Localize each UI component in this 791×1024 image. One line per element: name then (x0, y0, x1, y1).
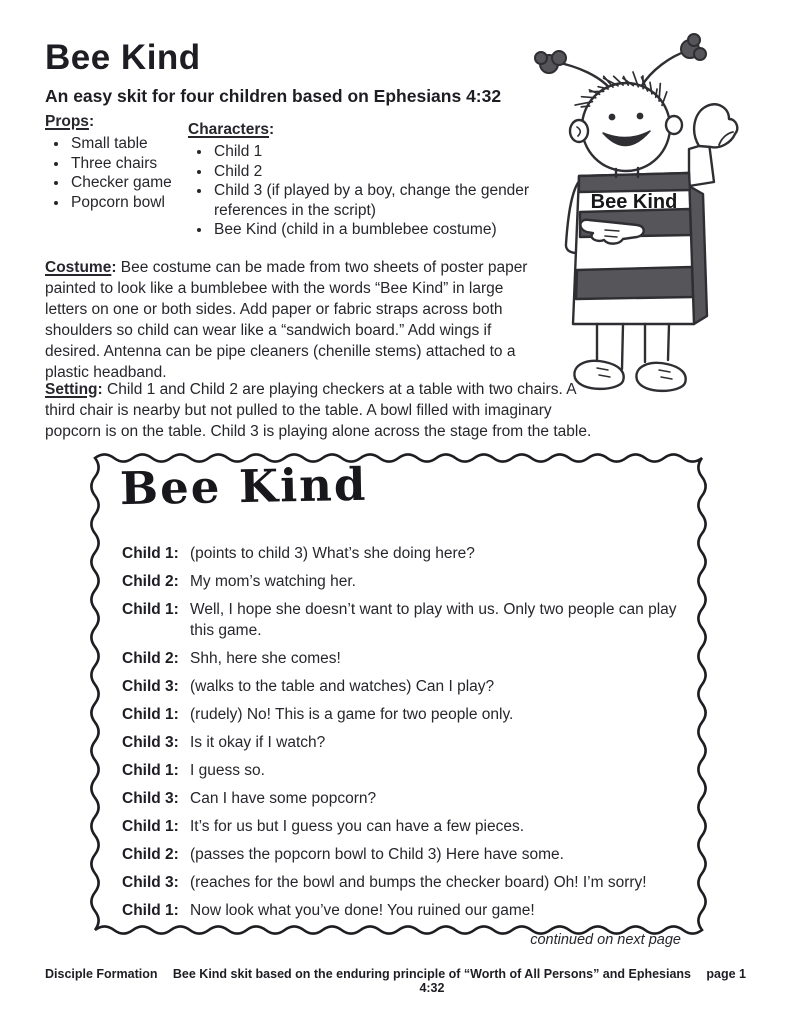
speaker-label: Child 1: (122, 818, 179, 835)
speaker-label: Child 1: (122, 706, 179, 723)
dialogue-row (122, 704, 698, 725)
dialogue-row (122, 676, 698, 697)
dialogue-row (122, 844, 698, 865)
dialogue-row (122, 788, 698, 809)
speaker-label: Child 3: (122, 874, 179, 891)
dialogue-row (122, 732, 698, 753)
dialogue-row (122, 872, 698, 893)
setting-paragraph: Setting: Child 1 and Child 2 are playing checkers at a table with two chairs. A third chair is nearby but not pulled to the table. A bowl filled with imaginary popcorn is on the table. Child 3 is playing alone across the stage from the table. (45, 380, 592, 440)
dialogue-text: I guess so. (190, 762, 265, 779)
dialogue-row (122, 816, 698, 837)
footer-center: Bee Kind skit based on the enduring principle of “Worth of All Persons” and Ephesians 4:32 (172, 967, 692, 995)
dialogue-row (122, 599, 698, 641)
props-section (45, 113, 190, 212)
dialogue-row (122, 543, 698, 564)
props-heading: Props: (45, 113, 95, 130)
dialogue-text: Shh, here she comes! (190, 650, 341, 667)
dialogue-row (122, 900, 698, 921)
characters-item: • Child 1 (212, 142, 536, 162)
characters-item: • Child 2 (212, 162, 536, 182)
dialogue-text: (walks to the table and watches) Can I play? (190, 678, 495, 695)
footer-page-number: page 1 (706, 967, 746, 981)
speaker-label: Child 3: (122, 734, 179, 751)
speaker-label: Child 1: (122, 545, 179, 562)
dialogue-text: It’s for us but I guess you can have a few pieces. (190, 818, 525, 835)
bee-ear-right (666, 116, 682, 134)
dialogue-row (122, 571, 698, 592)
props-item: • Three chairs (69, 154, 190, 174)
dialogue-text: (points to child 3) What’s she doing here? (190, 545, 475, 562)
props-item: • Small table (69, 134, 190, 154)
page-footer (45, 967, 746, 995)
dialogue-text: Well, I hope she doesn’t want to play with us. Only two people can play this game. (190, 601, 677, 639)
bee-hand-right (694, 104, 737, 147)
continued-note: continued on next page (530, 932, 681, 948)
bee-ear-left (570, 120, 588, 142)
characters-heading: Characters: (188, 121, 275, 138)
bee-antenna-pom-right (681, 34, 706, 60)
speaker-label: Child 1: (122, 762, 179, 779)
bee-drawing (513, 24, 789, 414)
page-subtitle: An easy skit for four children based on Ephesians 4:32 (45, 86, 502, 106)
props-list (45, 134, 190, 212)
bee-costume-illustration (513, 24, 789, 414)
dialogue-text: (passes the popcorn bowl to Child 3) Here have some. (190, 846, 564, 863)
props-item: • Popcorn bowl (69, 193, 190, 213)
page-title: Bee Kind (45, 38, 201, 77)
script-box (95, 458, 702, 930)
script-title: Bee Kind (119, 457, 368, 516)
bee-board-stripe (579, 173, 690, 192)
costume-paragraph: Costume: Bee costume can be made from two sheets of poster paper painted to look like a bumblebee with the words “Bee Kind” in large letters on one or both sides. Add paper or fabric straps across both shoulders so child can wear like a “sandwich board.” Add wings if desired. Antenna can be pipe cleaners (chenille stems) attached to a plastic headband. (45, 258, 528, 381)
dialogue-text: Now look what you’ve done! You ruined our game! (190, 902, 535, 919)
props-item: • Checker game (69, 173, 190, 193)
dialogue-text: (reaches for the bowl and bumps the checker board) Oh! I’m sorry! (190, 874, 647, 891)
bee-arm-right (689, 143, 714, 186)
dialogue-text: Can I have some popcorn? (190, 790, 377, 807)
speaker-label: Child 2: (122, 650, 179, 667)
bee-eye-right (637, 113, 644, 120)
dialogue-row (122, 760, 698, 781)
characters-item: • Child 3 (if played by a boy, change the gender references in the script) (212, 181, 536, 220)
bee-board-stripe (576, 267, 693, 299)
speaker-label: Child 1: (122, 601, 179, 618)
speaker-label: Child 2: (122, 573, 179, 590)
dialogue-text: (rudely) No! This is a game for two people only. (190, 706, 514, 723)
characters-section (188, 121, 536, 240)
dialogue-list (122, 543, 698, 928)
bee-antenna-right-icon (641, 51, 687, 87)
bee-head (582, 83, 670, 171)
bee-sign-text: Bee Kind (590, 191, 678, 213)
bee-antenna-pom-left (535, 51, 566, 73)
dialogue-text: Is it okay if I watch? (190, 734, 326, 751)
speaker-label: Child 1: (122, 902, 179, 919)
dialogue-row (122, 648, 698, 669)
characters-list (188, 142, 536, 240)
dialogue-text: My mom’s watching her. (190, 573, 356, 590)
characters-item: • Bee Kind (child in a bumblebee costume) (212, 220, 536, 240)
speaker-label: Child 2: (122, 846, 179, 863)
speaker-label: Child 3: (122, 790, 179, 807)
bee-eye-left (609, 114, 616, 121)
footer-left: Disciple Formation (45, 967, 158, 981)
speaker-label: Child 3: (122, 678, 179, 695)
